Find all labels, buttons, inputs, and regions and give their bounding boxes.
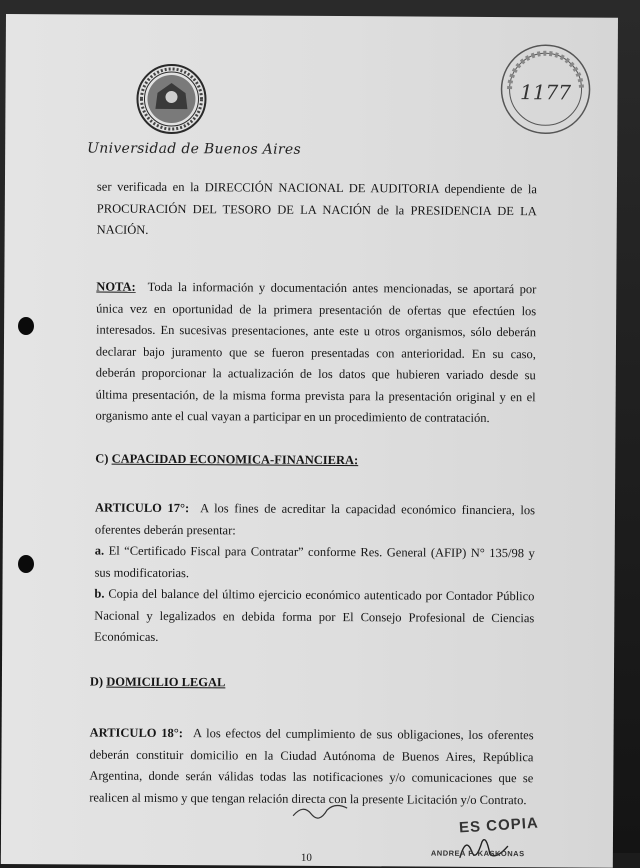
document-page bbox=[1, 14, 618, 868]
initials-scribble-icon bbox=[291, 796, 351, 826]
item-a-text: El “Certificado Fiscal para Contratar” conforme Res. General (AFIP) N° 135/98 y sus modificatorias. bbox=[94, 543, 535, 580]
university-seal-icon bbox=[135, 63, 207, 135]
page-number: 10 bbox=[300, 851, 312, 864]
section-c-heading bbox=[95, 452, 358, 469]
section-d-title: DOMICILIO LEGAL bbox=[106, 674, 226, 690]
article-18-text: A los efectos del cumplimiento de sus obligaciones, los oferentes deberán constituir domicilio en la Ciudad Autónoma de Buenos Aires, República Argentina, donde serán válidas todas las notificaciones y/o comunicaciones que se realicen al mismo y que tengan relación directa con la presente Licitación y/o Contrato. bbox=[89, 726, 534, 807]
nota-paragraph bbox=[95, 277, 536, 430]
stamp-number: 1177 bbox=[520, 80, 572, 105]
punch-hole bbox=[18, 317, 34, 335]
folio-stamp-icon bbox=[499, 43, 592, 136]
nota-text: Toda la información y documentación antes mencionadas, se aportará por única vez en oportunidad de la primera presentación de ofertas que efectúen los interesados. En sucesivas presentaciones, ante este u otros organismos, sólo deberán declarar bajo juramento que se fueron presentadas con anterioridad. En su caso, deberán proporcionar la actualización de los datos que hubieren variado desde su última presentación, de la misma forma prevista para la presentación original y en el organismo ante el cual vayan a participar en un procedimiento de contratación. bbox=[95, 279, 537, 425]
nota-label: NOTA: bbox=[96, 279, 136, 294]
section-c-prefix: C) bbox=[95, 451, 109, 466]
signer-name: ANDREA F. KASKONAS bbox=[430, 848, 525, 859]
article-18-label: ARTICULO 18°: bbox=[89, 725, 184, 741]
section-d-prefix: D) bbox=[89, 674, 104, 689]
item-b-text: Copia del balance del último ejercicio económico autenticado por Contador Público Nacional y legalizados en debida forma por El Consejo Profesional de Ciencias Económicas. bbox=[94, 586, 535, 644]
article-17 bbox=[94, 498, 535, 651]
article-17-text: A los fines de acreditar la capacidad económico financiera, los oferentes deberán presentar: bbox=[94, 501, 536, 537]
item-a-label: a. bbox=[94, 543, 105, 558]
punch-hole bbox=[18, 555, 34, 573]
article-17-label: ARTICULO 17°: bbox=[94, 500, 190, 516]
institution-name: Universidad de Buenos Aires bbox=[87, 140, 302, 158]
folio-stamp bbox=[499, 43, 592, 136]
paragraph-auditoria: ser verificada en la DIRECCIÓN NACIONAL DE AUDITORIA dependiente de la PROCURACIÓN DEL TESORO DE LA NACIÓN de la PRESIDENCIA DE LA NACIÓN. bbox=[96, 179, 537, 237]
section-c-title: CAPACIDAD ECONOMICA-FINANCIERA: bbox=[111, 451, 359, 468]
section-d-heading bbox=[90, 675, 226, 691]
copy-stamp: ES COPIA bbox=[458, 814, 540, 837]
item-b-label: b. bbox=[94, 586, 105, 601]
